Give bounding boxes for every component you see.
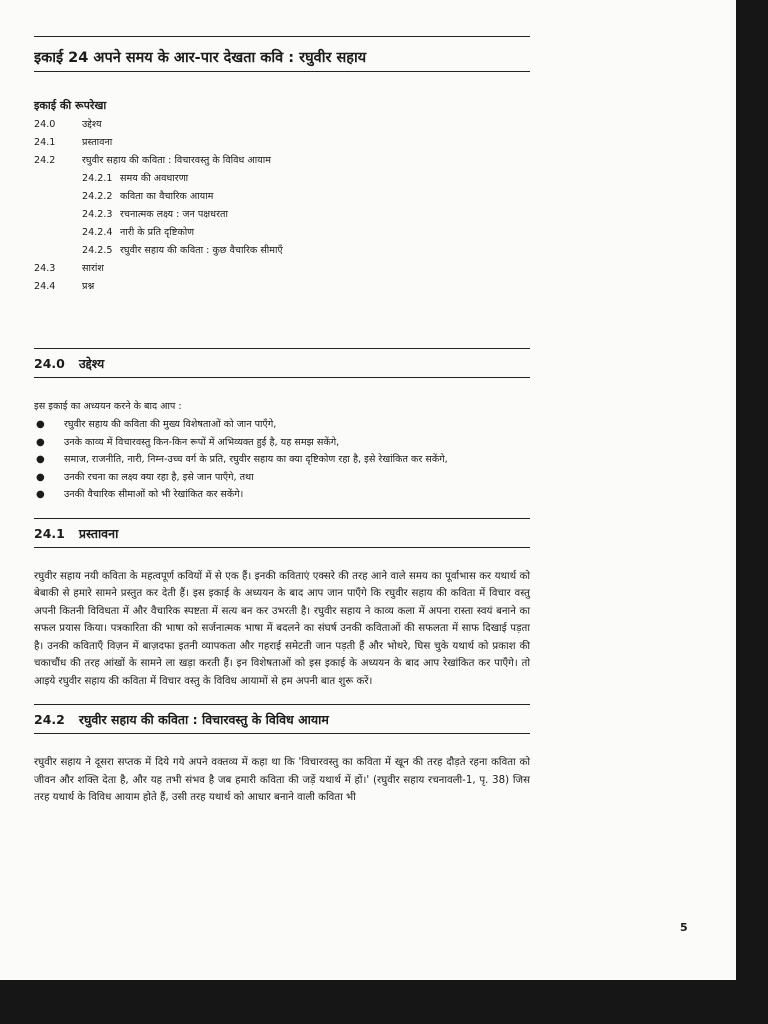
section-heading-introduction — [34, 518, 530, 548]
outline-item-text: उद्देश्य — [82, 119, 102, 130]
outline-item-text: रचनात्मक लक्ष्य : जन पक्षधरता — [120, 209, 228, 220]
page-number: 5 — [680, 921, 688, 934]
outline-item-number: 24.2.1 — [82, 173, 113, 184]
outline-item-number: 24.3 — [34, 263, 56, 274]
list-item — [34, 469, 530, 487]
page-content — [34, 36, 530, 807]
list-item-text: उनकी वैचारिक सीमाओं को भी रेखांकित कर सकेंगे। — [64, 489, 244, 500]
section-heading-thematic-dimensions — [34, 704, 530, 734]
outline-item-number: 24.1 — [34, 137, 56, 148]
outline-item-number: 24.4 — [34, 281, 56, 292]
outline-item-text: प्रस्तावना — [82, 137, 113, 148]
section-number: 24.0 — [34, 356, 65, 371]
list-item-text: उनकी रचना का लक्ष्य क्या रहा है, इसे जान पाएँगे, तथा — [64, 471, 254, 483]
bullet-icon: ● — [36, 489, 45, 500]
outline-item-text: समय की अवधारणा — [120, 173, 189, 184]
outline-item — [34, 134, 530, 152]
unit-outline — [34, 98, 530, 296]
list-item-text: उनके काव्य में विचारवस्तु किन-किन रूपों में अभिव्यक्त हुई है, यह समझ सकेंगे, — [64, 436, 340, 448]
unit-title: इकाई 24 अपने समय के आर-पार देखता कवि : रघुवीर सहाय — [34, 36, 530, 72]
list-item-text: समाज, राजनीति, नारी, निम्न-उच्च वर्ग के प्रति, रघुवीर सहाय का क्या दृष्टिकोण रहा है, इसे रेखांकित कर सकेंगे, — [64, 454, 448, 465]
section-heading-objectives — [34, 348, 530, 378]
outline-item — [34, 152, 530, 170]
bullet-icon: ● — [36, 419, 45, 430]
introduction-paragraph: रघुवीर सहाय नयी कविता के महत्वपूर्ण कवियों में से एक हैं। इनकी कविताएं एक्सरे की तरह आने वाले समय का पूर्वाभास कर यथार्थ को बेबाकी से हमारे सामने प्रस्तुत कर देती हैं। इस इकाई के अध्ययन के बाद आप जान पाएँगे कि रघुवीर सहाय की कविता में विचार वस्तु अपनी कितनी विविधता में और वैचारिक स्पष्टता में सत्य बन कर उभरती है। रघुवीर सहाय ने काव्य कला में अपना रास्ता स्वयं बनाने का सफल प्रयास किया। पत्रकारिता की भाषा को सर्जनात्मक भाषा में बदलने का संघर्ष उनकी कविताओं की सफलता में साफ दिखाई पड़ता है। उनकी कविताएँ विज़न में बाज़दफा इतनी व्यापकता और गहराई समेटती जान पड़ती हैं और भोथरे, घिस चुके यथार्थ को प्रकाश की चकाचौंध की तरह आंखों के सामने ला खड़ा करती हैं। इन विशेषताओं को इस इकाई के अध्ययन के बाद आप रेखांकित कर पाएँगे। तो आइये रघुवीर सहाय की कविता में विचार वस्तु के विविध आयामों से हम अपनी बात शुरू करें। — [34, 570, 530, 687]
outline-item-text: रघुवीर सहाय की कविता : कुछ वैचारिक सीमाएँ — [120, 245, 283, 256]
outline-item-number: 24.0 — [34, 119, 56, 130]
outline-item-text: सारांश — [82, 263, 104, 274]
section-number: 24.2 — [34, 712, 65, 727]
outline-subitem — [34, 224, 530, 242]
section-title: रघुवीर सहाय की कविता : विचारवस्तु के विविध आयाम — [78, 712, 329, 727]
outline-item-text: कविता का वैचारिक आयाम — [120, 191, 214, 202]
outline-item — [34, 278, 530, 296]
outline-subitem — [34, 188, 530, 206]
objectives-list — [34, 416, 530, 504]
list-item-text: रघुवीर सहाय की कविता की मुख्य विशेषताओं को जान पाएँगे, — [64, 419, 277, 430]
section-title: प्रस्तावना — [78, 525, 119, 541]
outline-item-number: 24.2.3 — [82, 209, 113, 220]
bullet-icon: ● — [36, 454, 45, 465]
objectives-intro: इस इकाई का अध्ययन करने के बाद आप : — [34, 401, 182, 412]
outline-item — [34, 260, 530, 278]
outline-item — [34, 116, 530, 134]
outline-heading: इकाई की रूपरेखा — [34, 99, 107, 112]
list-item — [34, 451, 530, 469]
outline-subitem — [34, 170, 530, 188]
outline-item-number: 24.2 — [34, 155, 56, 166]
list-item — [34, 416, 530, 434]
outline-item-text: रघुवीर सहाय की कविता : विचारवस्तु के विविध आयाम — [82, 155, 271, 166]
outline-item-number: 24.2.2 — [82, 191, 113, 202]
outline-item-number: 24.2.4 — [82, 227, 113, 238]
bullet-icon: ● — [36, 471, 45, 483]
outline-item-number: 24.2.5 — [82, 245, 113, 256]
section-number: 24.1 — [34, 525, 65, 541]
thematic-paragraph: रघुवीर सहाय ने दूसरा सप्तक में दिये गये अपने वक्तव्य में कहा था कि 'विचारवस्तु का कविता में खून की तरह दौड़ते रहना कविता को जीवन और शक्ति देता है, और यह तभी संभव है जब हमारी कविता की जड़ें यथार्थ में हों।' (रघुवीर सहाय रचनावली-1, पृ. 38) जिस तरह यथार्थ के विविध आयाम होते हैं, उसी तरह यथार्थ को आधार बनाने वाली कविता भी — [34, 757, 530, 803]
list-item — [34, 486, 530, 504]
outline-item-text: नारी के प्रति दृष्टिकोण — [120, 227, 195, 238]
list-item — [34, 434, 530, 452]
outline-subitem — [34, 206, 530, 224]
outline-item-text: प्रश्न — [82, 281, 95, 292]
section-title: उद्देश्य — [78, 356, 105, 371]
outline-subitem — [34, 242, 530, 260]
bullet-icon: ● — [36, 436, 45, 448]
